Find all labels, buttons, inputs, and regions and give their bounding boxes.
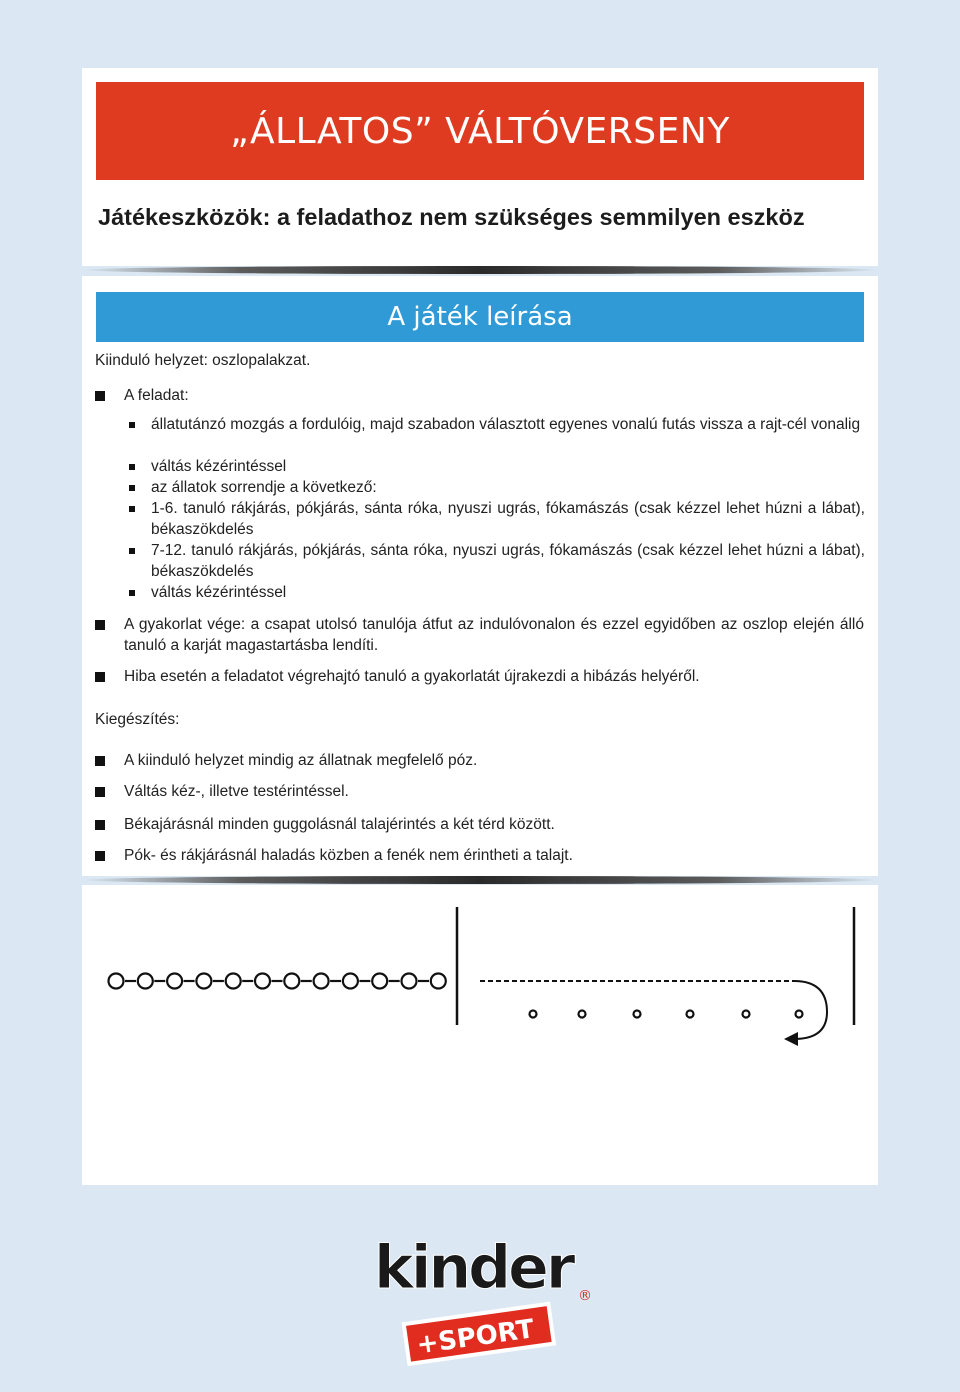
supplement-item: Pók- és rákjárásnál haladás közben a fenék nem érintheti a talajt. <box>124 847 573 864</box>
cone-markers <box>530 1011 803 1018</box>
student-marker <box>343 974 358 989</box>
cone-marker <box>530 1011 537 1018</box>
student-marker <box>284 974 299 989</box>
start-position: Kiinduló helyzet: oszlopalakzat. <box>95 352 311 369</box>
supplement-item: Váltás kéz-, illetve testérintéssel. <box>124 783 349 800</box>
cone-marker <box>687 1011 694 1018</box>
cone-marker <box>634 1011 641 1018</box>
student-marker <box>196 974 211 989</box>
task-item: állatutánzó mozgás a fordulóig, majd szabadon választott egyenes vonalú futás vissza a rajt-cél vonalig <box>151 414 865 435</box>
task-item: az állatok sorrendje a következő: <box>151 479 377 496</box>
logo-sport-text: +SPORT <box>414 1314 537 1361</box>
error-rule: Hiba esetén a feladatot végrehajtó tanuló a gyakorlatát újrakezdi a hibázás helyéről. <box>124 666 864 687</box>
cone-marker <box>743 1011 750 1018</box>
student-marker <box>167 974 182 989</box>
description-heading: A játék leírása <box>96 292 864 342</box>
student-marker <box>372 974 387 989</box>
supplement-item: A kiinduló helyzet mindig az állatnak megfelelő póz. <box>124 752 478 769</box>
cone-marker <box>796 1011 803 1018</box>
student-marker <box>109 974 124 989</box>
supplement-label: Kiegészítés: <box>95 711 180 728</box>
student-marker <box>431 974 446 989</box>
arrow-head-icon <box>784 1032 798 1046</box>
page-title: „ÁLLATOS” VÁLTÓVERSENY <box>96 82 864 180</box>
student-marker <box>138 974 153 989</box>
logo-kinder-text: kinder <box>374 1233 573 1303</box>
supplement-item: Békajárásnál minden guggolásnál talajérintés a két térd között. <box>124 816 555 833</box>
task-item: váltás kézérintéssel <box>151 584 287 601</box>
student-marker <box>255 974 270 989</box>
student-marker <box>402 974 417 989</box>
exercise-diagram <box>82 885 878 1185</box>
cone-marker <box>579 1011 586 1018</box>
divider <box>82 266 878 274</box>
task-label: A feladat: <box>124 387 189 404</box>
registered-icon: ® <box>578 1288 592 1304</box>
task-item: váltás kézérintéssel <box>151 458 287 475</box>
equipment-line: Játékeszközök: a feladathoz nem szükséges semmilyen eszköz <box>98 204 805 230</box>
task-item: 7-12. tanuló rákjárás, pókjárás, sánta róka, nyuszi ugrás, fókamászás (csak kézzel lehet húzni a lábat), békaszökdelés <box>151 542 865 580</box>
task-item: 1-6. tanuló rákjárás, pókjárás, sánta róka, nyuszi ugrás, fókamászás (csak kézzel lehet húzni a lábat), békaszökdelés <box>151 500 865 538</box>
divider <box>82 876 878 884</box>
end-of-exercise: A gyakorlat vége: a csapat utolsó tanulója átfut az indulóvonalon és ezzel egyidőben az oszlop elején álló tanuló a karját magastartásba lendíti. <box>124 616 864 654</box>
kinder-sport-logo <box>368 1230 598 1370</box>
student-marker <box>314 974 329 989</box>
student-marker <box>226 974 241 989</box>
student-column <box>109 974 446 989</box>
